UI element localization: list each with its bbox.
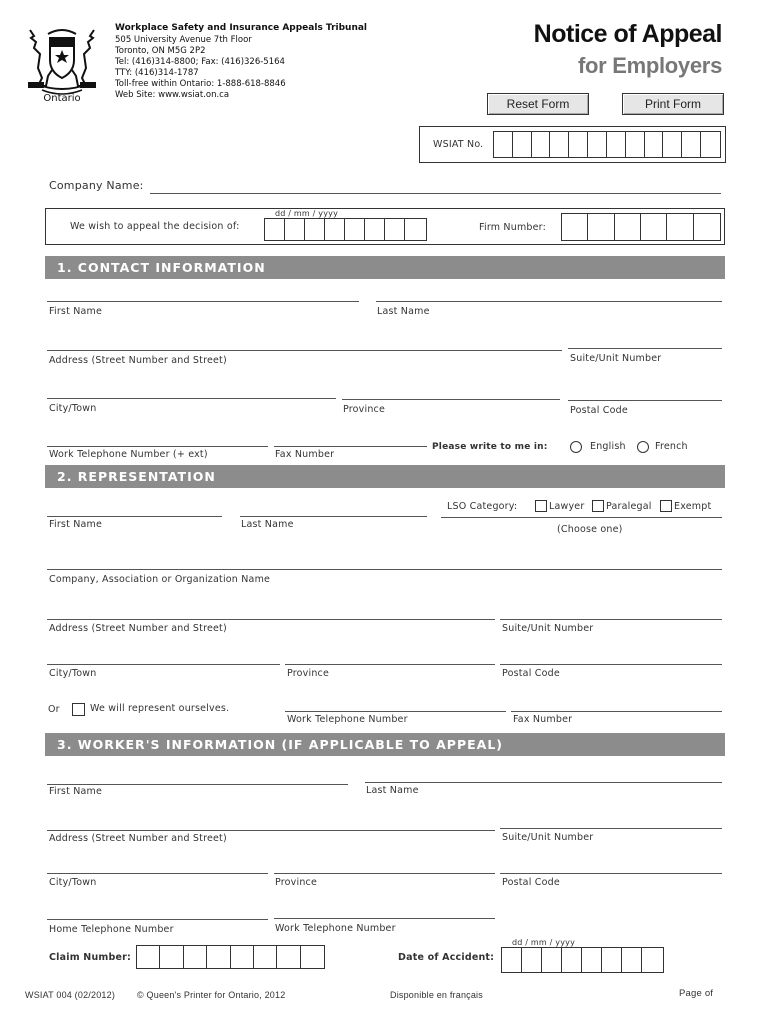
footer-form-id: WSIAT 004 (02/2012) bbox=[25, 990, 116, 1000]
represent-ourselves-label: We will represent ourselves. bbox=[90, 703, 230, 714]
accident-date-input[interactable] bbox=[501, 947, 664, 973]
contact-city-field[interactable] bbox=[47, 398, 336, 399]
worker-suite-label: Suite/Unit Number bbox=[502, 832, 594, 843]
worker-last-name-label: Last Name bbox=[366, 785, 419, 796]
page-subtitle: for Employers bbox=[577, 53, 722, 78]
contact-suite-field[interactable] bbox=[568, 348, 722, 349]
rep-postal-field[interactable] bbox=[500, 664, 722, 665]
contact-address-label: Address (Street Number and Street) bbox=[49, 355, 227, 366]
rep-fax-field[interactable] bbox=[511, 711, 722, 712]
section-representation: 2. REPRESENTATION bbox=[45, 465, 725, 488]
worker-address-label: Address (Street Number and Street) bbox=[49, 833, 227, 844]
rep-fax-label: Fax Number bbox=[513, 714, 573, 725]
wsiat-number-input[interactable] bbox=[493, 131, 721, 158]
worker-city-field[interactable] bbox=[47, 873, 268, 874]
tribunal-website: Web Site: www.wsiat.on.ca bbox=[115, 90, 230, 100]
worker-city-label: City/Town bbox=[49, 877, 97, 888]
rep-company-label: Company, Association or Organization Name bbox=[49, 574, 271, 585]
tribunal-name: Workplace Safety and Insurance Appeals Tribunal bbox=[115, 23, 368, 33]
contact-first-name-label: First Name bbox=[49, 306, 103, 317]
claim-number-label: Claim Number: bbox=[49, 952, 132, 963]
exempt-label: Exempt bbox=[674, 501, 712, 512]
lawyer-label: Lawyer bbox=[549, 501, 585, 512]
firm-number-input[interactable] bbox=[561, 213, 721, 241]
contact-address-field[interactable] bbox=[47, 350, 562, 351]
contact-last-name-field[interactable] bbox=[376, 301, 722, 302]
contact-fax-label: Fax Number bbox=[275, 449, 335, 460]
ontario-logo bbox=[22, 24, 102, 104]
footer-page: Page of bbox=[679, 988, 714, 999]
worker-province-field[interactable] bbox=[274, 873, 495, 874]
worker-work-tel-label: Work Telephone Number bbox=[275, 923, 396, 934]
worker-home-tel-label: Home Telephone Number bbox=[49, 924, 174, 935]
page-title: Notice of Appeal bbox=[533, 20, 722, 48]
worker-first-name-field[interactable] bbox=[47, 784, 348, 785]
tribunal-address-line1: 505 University Avenue 7th Floor bbox=[115, 35, 252, 45]
company-name-label: Company Name: bbox=[49, 179, 144, 192]
rep-suite-label: Suite/Unit Number bbox=[502, 623, 594, 634]
company-name-field[interactable] bbox=[150, 193, 721, 194]
worker-postal-label: Postal Code bbox=[502, 877, 560, 888]
rep-postal-label: Postal Code bbox=[502, 668, 560, 679]
rep-province-label: Province bbox=[287, 668, 330, 679]
worker-first-name-label: First Name bbox=[49, 786, 103, 797]
rep-last-name-field[interactable] bbox=[240, 516, 427, 517]
contact-province-field[interactable] bbox=[342, 399, 560, 400]
french-label: French bbox=[655, 441, 688, 452]
contact-postal-label: Postal Code bbox=[570, 405, 628, 416]
rep-first-name-field[interactable] bbox=[47, 516, 222, 517]
or-label: Or bbox=[48, 704, 60, 715]
rep-company-field[interactable] bbox=[47, 569, 722, 570]
contact-work-tel-field[interactable] bbox=[47, 446, 268, 447]
contact-postal-field[interactable] bbox=[568, 400, 722, 401]
paralegal-checkbox[interactable] bbox=[592, 500, 604, 512]
rep-city-label: City/Town bbox=[49, 668, 97, 679]
english-radio[interactable] bbox=[570, 441, 582, 453]
firm-number-label: Firm Number: bbox=[479, 222, 547, 233]
lawyer-checkbox[interactable] bbox=[535, 500, 547, 512]
reset-form-button[interactable]: Reset Form bbox=[487, 93, 589, 115]
section-contact-information: 1. CONTACT INFORMATION bbox=[45, 256, 725, 279]
exempt-checkbox[interactable] bbox=[660, 500, 672, 512]
tribunal-address-line2: Toronto, ON M5G 2P2 bbox=[115, 46, 206, 56]
tribunal-tel: Tel: (416)314-8800; Fax: (416)326-5164 bbox=[115, 57, 285, 67]
lso-category-underline bbox=[441, 517, 722, 518]
logo-text: Ontario bbox=[43, 93, 81, 104]
coat-of-arms-icon bbox=[22, 24, 102, 104]
accident-date-label: Date of Accident: bbox=[398, 952, 495, 963]
tribunal-tty: TTY: (416)314-1787 bbox=[115, 68, 199, 78]
rep-work-tel-field[interactable] bbox=[285, 711, 506, 712]
claim-number-input[interactable] bbox=[136, 945, 325, 969]
section-worker-information: 3. WORKER'S INFORMATION (IF APPLICABLE TO APPEAL) bbox=[45, 733, 725, 756]
english-label: English bbox=[590, 441, 626, 452]
choose-one-hint: (Choose one) bbox=[557, 524, 623, 535]
footer-copyright: © Queen's Printer for Ontario, 2012 bbox=[137, 990, 286, 1000]
print-form-button[interactable]: Print Form bbox=[622, 93, 724, 115]
decision-date-input[interactable] bbox=[264, 218, 427, 241]
lso-category-label: LSO Category: bbox=[447, 501, 518, 512]
worker-last-name-field[interactable] bbox=[365, 782, 722, 783]
paralegal-label: Paralegal bbox=[606, 501, 652, 512]
worker-suite-field[interactable] bbox=[500, 828, 722, 829]
represent-ourselves-checkbox[interactable] bbox=[72, 703, 85, 716]
appeal-decision-label: We wish to appeal the decision of: bbox=[70, 221, 240, 232]
worker-home-tel-field[interactable] bbox=[47, 919, 268, 920]
contact-fax-field[interactable] bbox=[274, 446, 427, 447]
footer-french: Disponible en français bbox=[390, 990, 483, 1000]
rep-first-name-label: First Name bbox=[49, 519, 103, 530]
rep-work-tel-label: Work Telephone Number bbox=[287, 714, 408, 725]
worker-province-label: Province bbox=[275, 877, 318, 888]
contact-suite-label: Suite/Unit Number bbox=[570, 353, 662, 364]
french-radio[interactable] bbox=[637, 441, 649, 453]
worker-postal-field[interactable] bbox=[500, 873, 722, 874]
contact-province-label: Province bbox=[343, 404, 386, 415]
rep-last-name-label: Last Name bbox=[241, 519, 294, 530]
wsiat-number-label: WSIAT No. bbox=[433, 139, 484, 150]
tribunal-tollfree: Toll-free within Ontario: 1-888-618-8846 bbox=[115, 79, 286, 89]
worker-work-tel-field[interactable] bbox=[274, 918, 495, 919]
contact-last-name-label: Last Name bbox=[377, 306, 430, 317]
decision-date-hint: dd / mm / yyyy bbox=[275, 209, 339, 218]
contact-first-name-field[interactable] bbox=[47, 301, 359, 302]
rep-address-label: Address (Street Number and Street) bbox=[49, 623, 227, 634]
accident-date-hint: dd / mm / yyyy bbox=[512, 938, 576, 947]
rep-city-field[interactable] bbox=[47, 664, 280, 665]
contact-work-tel-label: Work Telephone Number (+ ext) bbox=[49, 449, 208, 460]
rep-address-field[interactable] bbox=[47, 619, 495, 620]
write-language-label: Please write to me in: bbox=[432, 442, 548, 452]
rep-suite-field[interactable] bbox=[500, 619, 722, 620]
contact-city-label: City/Town bbox=[49, 403, 97, 414]
worker-address-field[interactable] bbox=[47, 830, 495, 831]
rep-province-field[interactable] bbox=[285, 664, 495, 665]
